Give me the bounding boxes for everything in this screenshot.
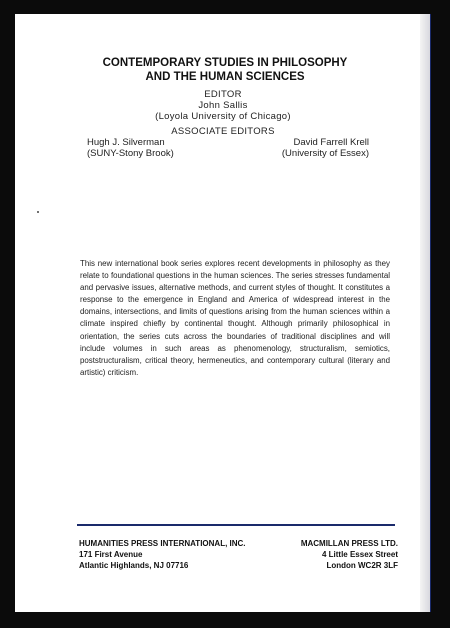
series-title	[75, 56, 375, 84]
publisher-left	[79, 538, 246, 571]
editor-affiliation: (Loyola University of Chicago)	[155, 111, 291, 122]
associate-editor-left	[87, 137, 174, 159]
associate-editor-right-name: David Farrell Krell	[293, 137, 369, 148]
series-description: This new international book series explores recent developments in philosophy as they relate to foundational questions in the human sciences. The series stresses fundamental and pervasive issues, alternative methods, and current styles of thought. It constitutes a response to the emergence in England and America of widespread interest in the domains, intersections, and limits of questions arising from the human sciences within a climate inspired chiefly by continental thought. Although primarily philosophical in orientation, the series cuts across the boundaries of traditional disciplines and will include volumes in such areas as phenomenology, structuralism, semiotics, poststructuralism, critical theory, hermeneutics, and contemporary cultural (literary and artistic) criticism.	[80, 259, 390, 377]
publisher-right-name: MACMILLAN PRESS LTD.	[300, 539, 398, 548]
publisher-left-name: HUMANITIES PRESS INTERNATIONAL, INC.	[79, 539, 246, 548]
associate-editor-left-affiliation: (SUNY-Stony Brook)	[87, 148, 174, 159]
publisher-right	[265, 538, 398, 571]
divider-rule	[77, 524, 395, 526]
series-title-line-1: CONTEMPORARY STUDIES IN PHILOSOPHY	[102, 57, 348, 69]
editor-name: John Sallis	[198, 100, 248, 111]
publisher-left-street: 171 First Avenue	[79, 550, 143, 559]
publisher-right-city: London WC2R 3LF	[326, 561, 398, 570]
publisher-right-street: 4 Little Essex Street	[321, 550, 398, 559]
associate-editor-right-affiliation: (University of Essex)	[281, 148, 369, 159]
series-title-line-2: AND THE HUMAN SCIENCES	[145, 71, 305, 83]
associate-editors-label: ASSOCIATE EDITORS	[171, 126, 275, 137]
speck	[37, 211, 39, 213]
editor-label: EDITOR	[204, 89, 242, 100]
book-back-cover	[15, 14, 431, 612]
publisher-left-city: Atlantic Highlands, NJ 07716	[79, 561, 189, 570]
associate-editor-left-name: Hugh J. Silverman	[87, 137, 165, 148]
associate-editor-right	[273, 137, 369, 159]
